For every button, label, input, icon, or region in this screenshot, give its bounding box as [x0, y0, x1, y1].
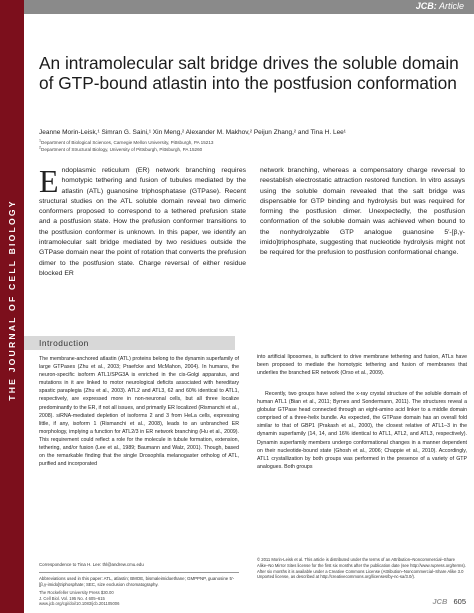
page-number: 605	[453, 597, 466, 606]
correspondence-note: Correspondence to Tina H. Lee: thl@andrew.cmu.edu	[39, 562, 144, 567]
abstract-left-column	[39, 163, 246, 279]
affiliation-1	[39, 140, 459, 146]
journal-info	[39, 590, 239, 607]
journal-info-citation: J. Cell Biol. Vol. 195 No. 4 605–615	[39, 595, 105, 601]
footnote-divider	[39, 572, 239, 573]
affiliation-1-text: Department of Biological Sciences, Carnegie Mellon University, Pittsburgh, PA 15213	[41, 140, 214, 145]
journal-sidebar	[0, 0, 24, 613]
affiliation-2-text: Department of Structural Biology, University of Pittsburgh, Pittsburgh, PA 15260	[41, 147, 203, 152]
sidebar-journal-name: THE JOURNAL OF CELL BIOLOGY	[7, 199, 17, 401]
header-article-type: Article	[438, 1, 464, 11]
body-right-paragraph-1: into artificial liposomes, is sufficient to drive membrane tethering and fusion, ATLs have been proposed to mediate the homotypic tethering and fusion of membranes that underlies the branched ER network (Orso et al., 2009).	[257, 354, 467, 377]
header-label	[416, 1, 464, 11]
header-journal-mark: JCB:	[415, 1, 437, 11]
copyright-notice: © 2011 Morin-Leisk et al. This article is distributed under the terms of an Attribution–Noncommercial–Share Alike–No Mirror Sites license for the first six months after the publication date (see http://www.rupress.org/terms). After six months it is available under a Creative Commons License (Attribution–Noncommercial–Share Alike 3.0 Unported license, as described at http://creativecommons.org/licenses/by-nc-sa/3.0/).	[257, 557, 466, 580]
abstract-dropcap: E	[39, 163, 59, 199]
affiliation-1-marker: 1	[39, 138, 41, 143]
abstract-right-column: network branching, whereas a compensatory charge reversal to reestablish electrostatic attraction restored function. In vitro assays using the soluble domain revealed that the salt bridge was dispensable for GTP binding and hydrolysis but was required for forming the postfusion dimer. Unexpectedly, the postfusion conformation of the soluble domain was achieved when bound to the nonhydrolyzable GTP analogue guanosine 5′-[β,γ-imido]triphosphate, suggesting that nucleotide hydrolysis might not be required for the prefusion to postfusion conformational change.	[260, 167, 465, 257]
affiliation-2	[39, 147, 459, 153]
author-list: Jeanne Morin-Leisk,¹ Simran G. Saini,¹ Xin Meng,² Alexander M. Makhov,² Peijun Zhang,² and Tina H. Lee¹	[39, 129, 346, 136]
affiliation-2-marker: 2	[39, 145, 41, 150]
body-right-paragraph-2: Recently, two groups have solved the x-ray crystal structure of the soluble domain of human ATL1 (Bian et al., 2011; Byrnes and Sondermann, 2011). The structures reveal a globular GTPase head connected through an eight-amino acid linker to a middle domain comprised of a three-helix bundle. As expected, the GTPase domain has an overall fold similar to that of GBP1 (Prakash et al., 2000), the closest relative of ATL1–3 in the dynamin superfamily (14, 14, and 16% identical to ATL1, ATL2, and ATL3, respectively). Dynamin superfamily members undergo conformational changes in a manner dependent on their nucleotide-bound state (Ghosh et al., 2006; Chappie et al., 2010). Accordingly, ATL1 crystallization by both groups was performed in the presence of a variety of GTP analogues. Both groups	[257, 391, 467, 470]
footer-journal-mark: JCB	[432, 597, 448, 606]
abbreviations-note: Abbreviations used in this paper: ATL, atlastin; BMOE, bismaleimidoethane; GMPPNP, guanosine 5′-[β,γ-imido]triphosphate; SEC, size exclusion chromatography.	[39, 576, 235, 587]
body-left-column: The membrane-anchored atlastin (ATL) proteins belong to the dynamin superfamily of large GTPases (Zhu et al., 2003; Praefcke and McMahon, 2004). In humans, the neuron-specific isoform ATL1/SPG3A is enriched in the cis-Golgi apparatus, and mutations in it are linked to motor neurological deficits associated with hereditary spastic paraplegia (Zhu et al., 2003). ATL2 and ATL3, 62 and 60% identical to ATL1, respectively, are expressed more in non-neuronal cells, but all three localize predominantly to the ER, if not all issues, and primarily ER localized (Rismanchi et al., 2008). siRNA-mediated depletion of isoforms 2 and 3 from HeLa cells, expressing little, if any, isoform 1 (Rismanchi et al., 2008), leads to an unbranched ER morphology, implying a function for ATL2/3 in ER network branching (Hu et al., 2009). This requirement could reflect a role for the molecule in tubule formation, extension, tethering, and/or fusion (Lee et al., 1989; Baumann and Walz, 2001). Though, based on the remarkable finding that the single Drosophila melanogaster ortholog of ATL, purified and incorporated	[39, 356, 239, 468]
journal-info-publisher: The Rockefeller University Press $30.00	[39, 590, 114, 595]
section-heading-introduction: Introduction	[39, 338, 89, 348]
journal-info-doi: www.jcb.org/cgi/doi/10.1083/jcb.201105006	[39, 601, 120, 607]
article-title: An intramolecular salt bridge drives the soluble domain of GTP-bound atlastin into the postfusion conformation	[39, 53, 459, 93]
abstract-left-text: ndoplasmic reticulum (ER) network branching requires homotypic tethering and fusion of tubules mediated by the atlastin (ATL) guanosine triphosphatase (GTPase). Recent structural studies on the ATL soluble domain reveal two dimeric conformers proposed to correspond to a tethered prefusion state and a postfusion state. How the prefusion conformer transitions to the postfusion conformer is unknown. In this paper, we identify an intramolecular salt bridge mediated by two residues outside the GTPase domain near the point of rotation that converts the prefusion dimer to the postfusion state. Charge reversal of either residue blocked ER	[39, 167, 246, 277]
page-footer	[432, 597, 466, 606]
header-bar	[24, 0, 474, 14]
